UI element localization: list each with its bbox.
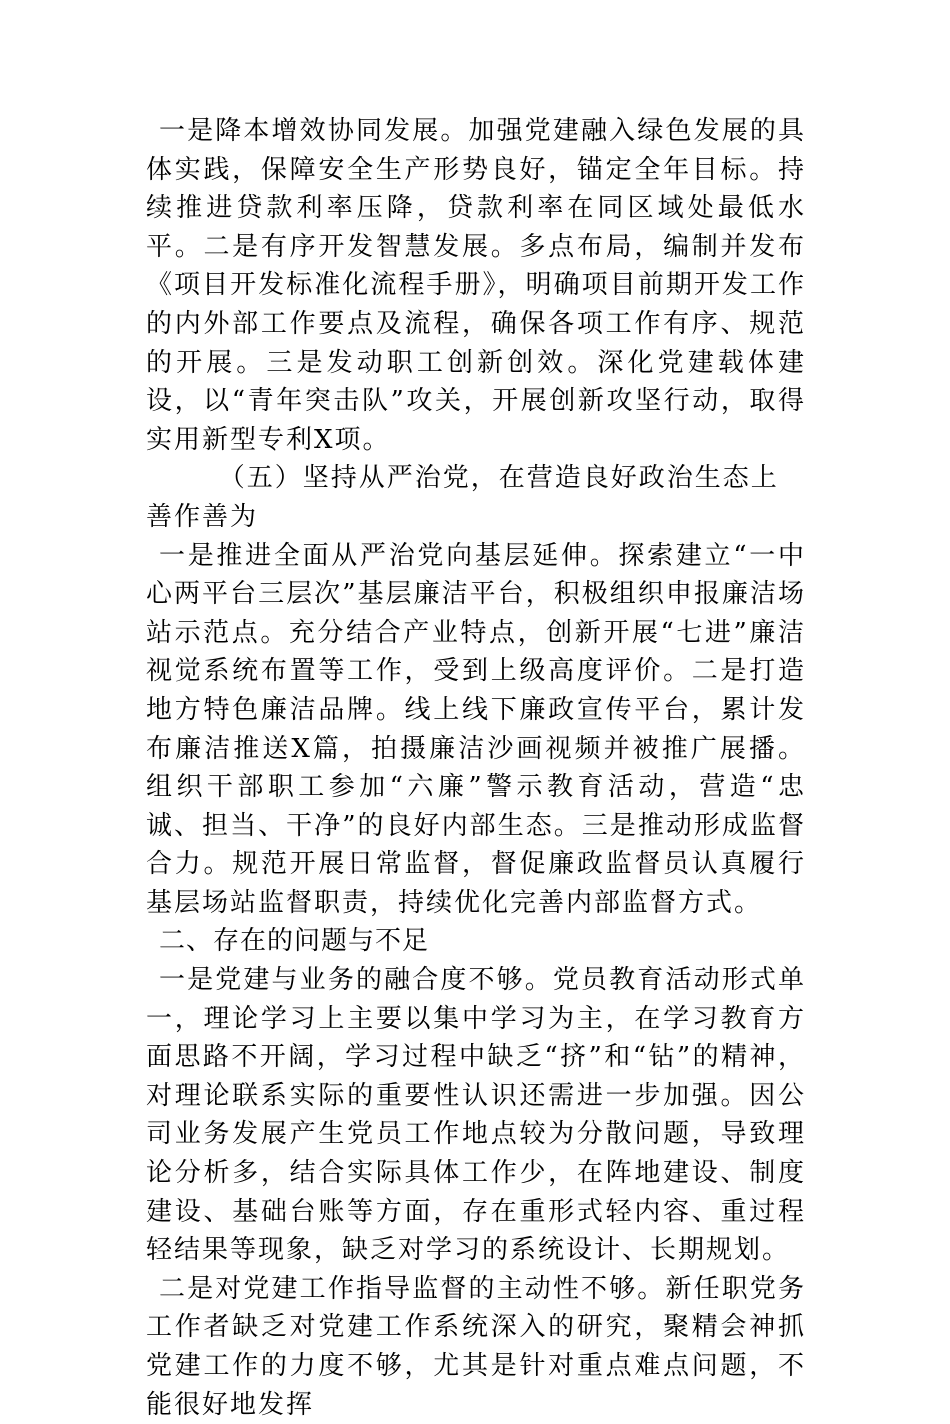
section-heading-five: （五）坚持从严治党，在营造良好政治生态上善作善为 [146,463,779,532]
paragraph-integrity: 一是推进全面从严治党向基层延伸。探索建立“一中心两平台三层次”基层廉洁平台，积极组织申报廉洁场站示范点。充分结合产业特点，创新开展“七进”廉洁视觉系统布置等工作，受到上级高度评价。二是打造地方特色廉洁品牌。线上线下廉政宣传平台，累计发布廉洁推送X篇，拍摄廉洁沙画视频并被推广展播。组织干部职工参加“六廉”警示教育活动，营造“忠诚、担当、干净”的良好内部生态。三是推动形成监督合力。规范开展日常监督，督促廉政监督员认真履行基层场站监督职责，持续优化完善内部监督方式。 [146,540,806,918]
document-body [146,112,806,1424]
section-heading-problems: 二、存在的问题与不足 [159,926,430,957]
paragraph-integration: 一是党建与业务的融合度不够。党员教育活动形式单一，理论学习上主要以集中学习为主，在学习教育方面思路不开阔，学习过程中缺乏“挤”和“钻”的精神，对理论联系实际的重要性认识还需进一步加强。因公司业务发展产生党员工作地点较为分散问题，导致理论分析多，结合实际具体工作少，在阵地建设、制度建设、基础台账等方面，存在重形式轻内容、重过程轻结果等现象，缺乏对学习的系统设计、长期规划。 [146,965,806,1266]
paragraph-cost-reduction: 一是降本增效协同发展。加强党建融入绿色发展的具体实践，保障安全生产形势良好，锚定全年目标。持续推进贷款利率压降，贷款利率在同区域处最低水平。二是有序开发智慧发展。多点布局，编制并发布《项目开发标准化流程手册》，明确项目前期开发工作的内外部工作要点及流程，确保各项工作有序、规范的开展。三是发动职工创新创效。深化党建载体建设，以“青年突击队”攻关，开展创新攻坚行动，取得实用新型专利X项。 [146,116,806,455]
paragraph-supervision: 二是对党建工作指导监督的主动性不够。新任职党务工作者缺乏对党建工作系统深入的研究，聚精会神抓党建工作的力度不够，尤其是针对重点难点问题，不能很好地发挥 [146,1273,806,1420]
